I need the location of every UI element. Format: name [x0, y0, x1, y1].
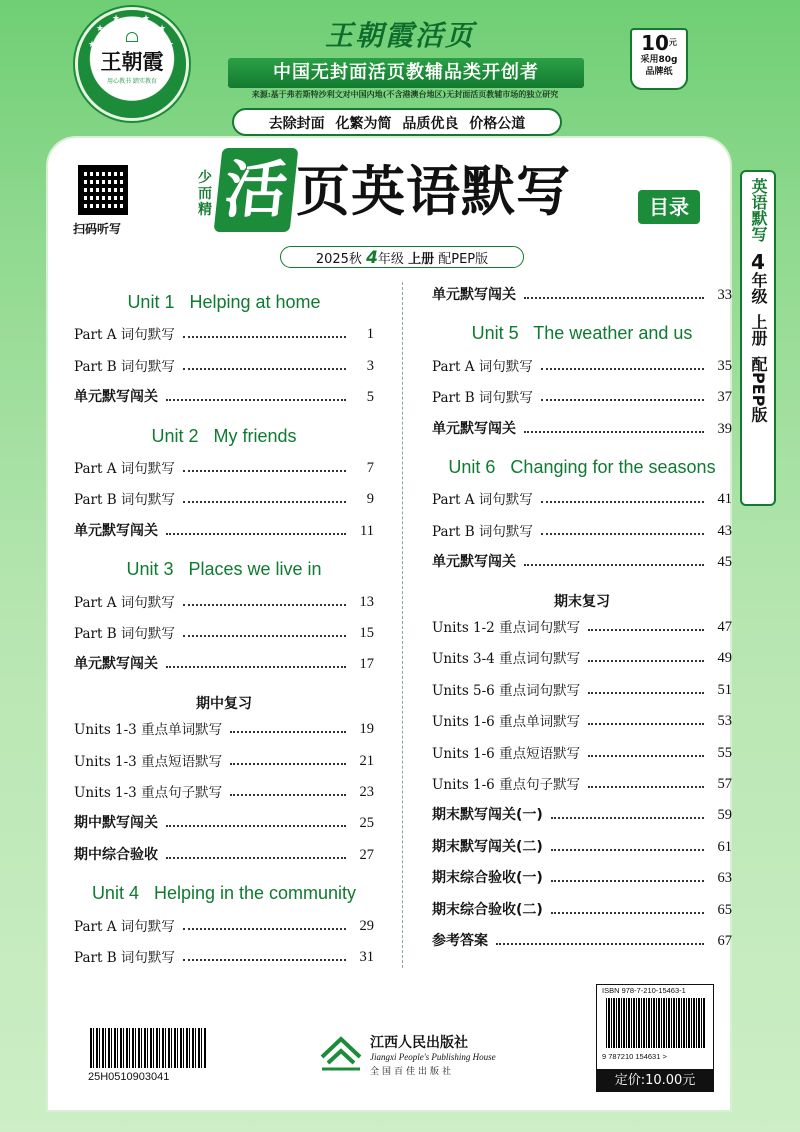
toc-entry-label: Part B 词句默写	[74, 950, 175, 966]
toc-entry[interactable]	[432, 488, 732, 508]
badge-unit: 元	[668, 38, 677, 47]
toc-entry-page: 67	[717, 933, 732, 949]
star-icon: ★	[158, 24, 167, 34]
toc-entry[interactable]	[74, 653, 374, 673]
toc-entry-label: Part A 词句默写	[74, 594, 175, 611]
isbn-digits: 9 787210 154631 >	[602, 1052, 667, 1061]
toc-entry-page: 59	[717, 807, 732, 824]
toc-entry-label: Units 1-3 重点短语默写	[74, 753, 223, 770]
edition-grade-num: 4	[366, 248, 378, 268]
toc-entry-label: Units 1-2 重点词句默写	[432, 620, 581, 636]
qr-label: 扫码听写	[73, 222, 122, 236]
toc-entry-page: 3	[366, 357, 374, 374]
toc-entry-page: 33	[717, 287, 732, 303]
unit-heading: Unit 1 Helping at home	[127, 292, 321, 312]
toc-entry-page: 15	[359, 625, 374, 641]
dot-leader	[183, 635, 346, 637]
toc-entry-label: Part B 词句默写	[74, 626, 175, 642]
dot-leader	[524, 431, 704, 433]
star-icon: ★	[166, 40, 175, 50]
toc-entry-page: 43	[717, 522, 732, 539]
toc-entry-page: 7	[366, 460, 374, 476]
toc-entry-page: 63	[717, 870, 732, 887]
toc-entry-label: 单元默写闯关	[432, 420, 516, 437]
star-icon: ★	[88, 40, 97, 50]
toc-entry[interactable]	[74, 915, 374, 935]
dot-leader	[183, 604, 346, 606]
toc-entry-label: 单元默写闯关	[74, 656, 158, 673]
toc-entry[interactable]	[74, 750, 374, 770]
toc-entry[interactable]	[432, 679, 732, 699]
dot-leader	[541, 368, 704, 370]
side-tab-semester-text: 上册	[749, 314, 768, 346]
toc-entry-page: 53	[717, 713, 732, 730]
unit-heading: Unit 6 Changing for the seasons	[448, 457, 716, 477]
dot-leader	[166, 857, 346, 859]
dot-leader	[524, 297, 704, 299]
dot-leader	[588, 629, 704, 631]
dot-leader	[183, 959, 346, 961]
badge-line2: 品牌纸	[645, 67, 673, 77]
unit-heading: Unit 3 Places we live in	[126, 559, 322, 580]
badge-amount: 10	[641, 31, 669, 55]
toc-entry[interactable]	[432, 616, 732, 636]
qr-code-icon[interactable]	[78, 165, 128, 215]
toc-entry-label: 单元默写闯关	[74, 389, 158, 406]
dot-leader	[166, 399, 346, 401]
side-tab-version-text: 配PEP版	[749, 356, 768, 423]
toc-entry-page: 47	[717, 619, 732, 635]
toc-entry-label: Units 1-6 重点单词默写	[432, 714, 581, 731]
dot-leader	[541, 399, 704, 401]
toc-entry[interactable]	[432, 284, 732, 304]
toc-entry-page: 17	[359, 656, 374, 673]
toc-entry-label: Part B 词句默写	[74, 358, 175, 375]
publisher-en: Jiangxi People's Publishing House	[370, 1052, 496, 1062]
logo-name: 王朝霞	[100, 49, 164, 74]
dot-leader	[551, 849, 704, 851]
toc-entry[interactable]	[432, 742, 732, 762]
edition-version: 配PEP版	[438, 252, 489, 267]
toc-entry-page: 25	[359, 815, 374, 832]
dot-leader	[183, 928, 346, 930]
toc-entry-label: Part A 词句默写	[74, 461, 175, 477]
toc-entry[interactable]	[432, 710, 732, 730]
badge-line1: 采用80g	[640, 55, 678, 65]
unit-heading: Unit 5 The weather and us	[471, 323, 693, 344]
toc-entry[interactable]	[432, 804, 732, 824]
price-badge	[630, 28, 688, 90]
dot-leader	[166, 666, 346, 668]
dot-leader	[230, 794, 346, 796]
toc-entry-label: 期末综合验收(二)	[432, 901, 543, 918]
toc-entry-page: 57	[717, 776, 732, 792]
title-highlight: 活	[214, 148, 299, 232]
publisher-name: 江西人民出版社	[370, 1035, 468, 1051]
dot-leader	[524, 564, 704, 566]
edition-semester: 上册	[408, 252, 435, 267]
publisher-dist: 全国百佳出版社	[370, 1067, 455, 1077]
brand-slogan: 中国无封面活页教辅品类开创者	[228, 58, 584, 88]
toc-entry[interactable]	[432, 386, 732, 406]
dot-leader	[166, 825, 346, 827]
publisher-logo-icon	[318, 1033, 364, 1073]
star-icon: ★	[142, 14, 151, 24]
toc-entry[interactable]	[432, 773, 732, 793]
toc-entry[interactable]	[432, 647, 732, 667]
toc-entry-label: Part B 词句默写	[432, 523, 533, 540]
edition-grade-suffix: 年级	[377, 252, 404, 267]
toc-entry[interactable]	[432, 930, 732, 950]
toc-entry-label: 单元默写闯关	[432, 287, 516, 303]
dot-leader	[588, 723, 704, 725]
toc-entry[interactable]	[432, 355, 732, 375]
toc-entry[interactable]	[432, 836, 732, 856]
toc-entry-label: Units 1-3 重点句子默写	[74, 785, 223, 801]
source-note: 来源:基于弗若斯特沙利文对中国内地(不含港澳台地区)无封面活页教辅市场的独立研究	[251, 89, 559, 99]
toc-entry-page: 19	[359, 721, 374, 738]
toc-entry-page: 51	[717, 681, 732, 698]
toc-entry[interactable]	[432, 551, 732, 571]
title-prefix: 少而精	[198, 170, 212, 218]
toc-entry-page: 21	[359, 752, 374, 769]
toc-entry[interactable]	[74, 812, 374, 832]
toc-entry-label: 期末默写闯关(一)	[432, 807, 543, 824]
side-tab-subject-text: 英语默写	[749, 178, 768, 242]
dot-leader	[588, 786, 704, 788]
toc-entry-label: Part A 词句默写	[74, 918, 175, 935]
toc-entry-label: 单元默写闯关	[74, 522, 158, 539]
dot-leader	[183, 470, 346, 472]
toc-entry-page: 29	[359, 917, 374, 934]
edition-bar	[280, 246, 524, 268]
dot-leader	[551, 817, 704, 819]
star-icon: ★	[112, 14, 121, 24]
toc-entry[interactable]	[74, 718, 374, 738]
toc-entry-page: 35	[717, 357, 732, 374]
toc-entry-label: Part A 词句默写	[74, 327, 175, 344]
toc-entry-label: 参考答案	[432, 933, 488, 949]
toc-entry-page: 11	[360, 522, 374, 539]
toc-entry-label: 单元默写闯关	[432, 554, 516, 571]
toc-entry-page: 39	[717, 420, 732, 437]
dot-leader	[588, 660, 704, 662]
dot-leader	[588, 692, 704, 694]
toc-entry-page: 65	[717, 901, 732, 918]
side-tab-grade: 4	[751, 250, 765, 274]
side-tab-semester	[742, 314, 774, 350]
toc-entry-label: 期中默写闯关	[74, 815, 158, 832]
toc-entry[interactable]	[74, 457, 374, 477]
toc-entry-label: Units 1-6 重点句子默写	[432, 777, 581, 793]
toc-entry[interactable]	[74, 323, 374, 343]
dot-leader	[230, 763, 346, 765]
toc-entry-page: 9	[366, 491, 374, 508]
toc-entry-label: Units 3-4 重点词句默写	[432, 651, 581, 668]
toc-entry-page: 37	[717, 389, 732, 406]
features-bar: 去除封面 化繁为简 品质优良 价格公道	[232, 108, 562, 136]
toc-entry-page: 1	[366, 326, 374, 343]
dot-leader	[541, 533, 704, 535]
toc-entry-page: 5	[366, 389, 374, 406]
isbn-barcode	[606, 998, 706, 1048]
dot-leader	[496, 943, 704, 945]
section-heading: 期中复习	[196, 695, 252, 712]
toc-entry-label: Units 1-3 重点单词默写	[74, 722, 223, 739]
toc-entry[interactable]	[432, 520, 732, 540]
barcode-text: 25H0510903041	[88, 1071, 170, 1083]
brand-title: 王朝霞活页	[324, 19, 475, 52]
side-tab-grade-word-text: 年级	[749, 272, 768, 304]
dot-leader	[551, 912, 704, 914]
dot-leader	[551, 880, 704, 882]
isbn-text: ISBN 978-7-210-15463-1	[602, 986, 686, 995]
toc-entry[interactable]	[74, 355, 374, 375]
toc-entry-page: 27	[359, 846, 374, 863]
column-divider	[402, 282, 403, 968]
toc-entry-page: 23	[359, 784, 374, 800]
dot-leader	[588, 755, 704, 757]
logo-motto: 用心教书 踏实教育	[107, 78, 157, 85]
dot-leader	[541, 501, 704, 503]
toc-entry-label: Part B 词句默写	[432, 390, 533, 407]
section-heading: 期末复习	[554, 593, 610, 610]
side-tab-grade-word	[742, 272, 774, 308]
unit-heading: Unit 2 My friends	[151, 425, 297, 446]
star-icon: ★	[96, 24, 105, 34]
toc-entry-page: 49	[717, 650, 732, 667]
toc-entry-label: Part A 词句默写	[432, 492, 533, 509]
toc-entry[interactable]	[74, 591, 374, 611]
dot-leader	[183, 368, 346, 370]
toc-entry[interactable]	[432, 418, 732, 438]
toc-entry-page: 55	[717, 744, 732, 761]
dot-leader	[183, 336, 346, 338]
toc-entry-label: Part B 词句默写	[74, 492, 175, 509]
toc-entry-page: 41	[717, 491, 732, 508]
unit-heading: Unit 4 Helping in the community	[91, 883, 357, 904]
dot-leader	[230, 731, 346, 733]
toc-entry-label: Part A 词句默写	[432, 358, 533, 375]
dot-leader	[183, 501, 346, 503]
barcode	[90, 1028, 206, 1068]
toc-entry[interactable]	[432, 867, 732, 887]
toc-entry[interactable]	[74, 488, 374, 508]
toc-entry-label: 期末综合验收(一)	[432, 870, 543, 887]
toc-entry[interactable]	[74, 844, 374, 864]
toc-entry-label: 期末默写闯关(二)	[432, 838, 543, 855]
toc-entry-page: 61	[717, 838, 732, 855]
page-title: 页英语默写	[296, 160, 571, 223]
toc-entry[interactable]	[74, 946, 374, 966]
side-tab	[740, 170, 776, 506]
edition-season: 2025秋	[315, 252, 362, 267]
toc-entry[interactable]	[432, 899, 732, 919]
side-tab-subject	[742, 178, 774, 246]
toc-entry-page: 45	[717, 554, 732, 571]
toc-entry-page: 31	[359, 949, 374, 965]
toc-entry-label: Units 1-6 重点短语默写	[432, 745, 581, 762]
toc-entry-label: 期中综合验收	[74, 846, 158, 863]
toc-entry[interactable]	[74, 386, 374, 406]
toc-entry[interactable]	[74, 781, 374, 801]
toc-entry[interactable]	[74, 520, 374, 540]
price-tag: 定价:10.00元	[596, 1070, 714, 1092]
toc-entry[interactable]	[74, 622, 374, 642]
dot-leader	[166, 533, 346, 535]
toc-entry-label: Units 5-6 重点词句默写	[432, 682, 581, 699]
contents-badge: 目录	[638, 190, 700, 224]
side-tab-version	[742, 356, 774, 426]
toc-entry-page: 13	[359, 593, 374, 610]
